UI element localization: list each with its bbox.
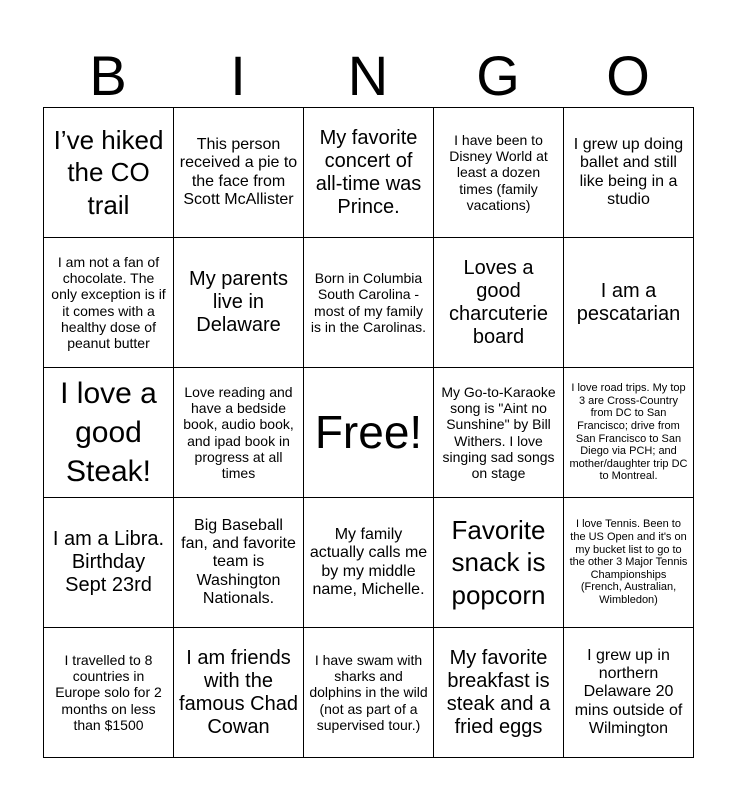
header-letter-n: N xyxy=(347,44,389,107)
bingo-cell[interactable]: I have swam with sharks and dolphins in the wild (not as part of a supervised tour.) xyxy=(304,628,434,758)
header-letter-g: G xyxy=(476,44,520,107)
bingo-cell[interactable]: My favorite concert of all-time was Prince. xyxy=(304,108,434,238)
bingo-cell[interactable]: My favorite breakfast is steak and a fried eggs xyxy=(434,628,564,758)
header-letter-o: O xyxy=(606,44,650,107)
bingo-cell[interactable]: I have been to Disney World at least a dozen times (family vacations) xyxy=(434,108,564,238)
bingo-header xyxy=(43,45,693,107)
bingo-cell[interactable]: I’ve hiked the CO trail xyxy=(44,108,174,238)
bingo-cell[interactable]: My Go-to-Karaoke song is "Aint no Sunshine" by Bill Withers. I love singing sad songs on stage xyxy=(434,368,564,498)
bingo-row xyxy=(44,368,694,498)
bingo-cell[interactable]: I am a Libra. Birthday Sept 23rd xyxy=(44,498,174,628)
bingo-cell[interactable]: I grew up doing ballet and still like being in a studio xyxy=(564,108,694,238)
bingo-cell[interactable]: My family actually calls me by my middle name, Michelle. xyxy=(304,498,434,628)
bingo-row xyxy=(44,628,694,758)
bingo-card-grid xyxy=(43,107,694,758)
bingo-cell[interactable]: I love Tennis. Been to the US Open and it's on my bucket list to go to the other 3 Major Tennis Championships (French, Australian, Wimbledon) xyxy=(564,498,694,628)
header-letter-b: B xyxy=(89,44,127,107)
bingo-row xyxy=(44,238,694,368)
bingo-cell[interactable]: I love a good Steak! xyxy=(44,368,174,498)
bingo-cell[interactable]: I am a pescatarian xyxy=(564,238,694,368)
bingo-cell[interactable]: I grew up in northern Delaware 20 mins outside of Wilmington xyxy=(564,628,694,758)
bingo-cell[interactable]: I am not a fan of chocolate. The only exception is if it comes with a healthy dose of peanut butter xyxy=(44,238,174,368)
bingo-cell[interactable]: My parents live in Delaware xyxy=(174,238,304,368)
bingo-cell[interactable]: I am friends with the famous Chad Cowan xyxy=(174,628,304,758)
bingo-cell[interactable]: Big Baseball fan, and favorite team is Washington Nationals. xyxy=(174,498,304,628)
bingo-cell[interactable]: I love road trips. My top 3 are Cross-Country from DC to San Francisco; drive from San Francisco to San Diego via PCH; and mother/daughter trip DC to Montreal. xyxy=(564,368,694,498)
bingo-cell[interactable]: This person received a pie to the face from Scott McAllister xyxy=(174,108,304,238)
bingo-row xyxy=(44,498,694,628)
bingo-cell[interactable]: Love reading and have a bedside book, audio book, and ipad book in progress at all times xyxy=(174,368,304,498)
bingo-cell[interactable]: Born in Columbia South Carolina - most of my family is in the Carolinas. xyxy=(304,238,434,368)
bingo-cell[interactable]: I travelled to 8 countries in Europe solo for 2 months on less than $1500 xyxy=(44,628,174,758)
bingo-cell[interactable]: Loves a good charcuterie board xyxy=(434,238,564,368)
header-letter-i: I xyxy=(230,44,246,107)
bingo-cell[interactable]: Favorite snack is popcorn xyxy=(434,498,564,628)
bingo-row xyxy=(44,108,694,238)
free-space-cell[interactable]: Free! xyxy=(304,368,434,498)
